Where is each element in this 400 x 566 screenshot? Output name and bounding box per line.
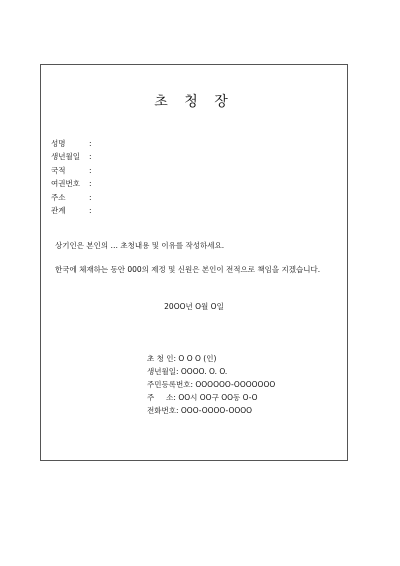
field-colon: : — [89, 192, 92, 202]
field-colon: : — [89, 205, 92, 215]
field-label: 관계 — [51, 205, 66, 215]
field-nationality — [51, 164, 92, 177]
inviter-address: 주 소: OO시 OO구 OO동 O-O — [147, 393, 258, 402]
field-label: 국적 — [51, 165, 66, 175]
document-date: 20OO년 O월 O일 — [164, 302, 224, 311]
field-passport — [51, 177, 92, 190]
field-birthdate — [51, 150, 92, 163]
field-name — [51, 137, 92, 150]
invitation-reason-text: 상기인은 본인의 … 초청내용 및 이유를 작성하세요. — [55, 241, 225, 250]
field-relationship — [51, 204, 92, 217]
field-address — [51, 191, 92, 204]
field-colon: : — [89, 152, 92, 162]
inviter-birthdate: 생년월일: OOOO. O. O. — [147, 367, 228, 376]
inviter-name: 초 청 인: O O O (인) — [147, 354, 217, 363]
inviter-phone: 전화번호: OOO-OOOO-OOOO — [147, 406, 253, 415]
responsibility-statement: 한국에 체재하는 동안 000의 제정 및 신원은 본인이 전적으로 책임을 지겠습니다. — [55, 265, 321, 274]
document-title: 초 청 장 — [154, 94, 234, 110]
field-label: 성명 — [51, 139, 66, 148]
field-label: 생년월일 — [51, 152, 80, 162]
inviter-resident-id: 주민등록번호: OOOOOO-OOOOOOO — [147, 380, 276, 389]
inviter-block — [147, 352, 275, 417]
field-colon: : — [89, 179, 92, 189]
field-colon: : — [89, 139, 92, 148]
field-label: 주소 — [51, 192, 66, 202]
field-colon: : — [89, 165, 92, 175]
invitee-fields — [51, 137, 92, 217]
field-label: 여권번호 — [51, 179, 80, 189]
document-frame — [40, 64, 348, 461]
